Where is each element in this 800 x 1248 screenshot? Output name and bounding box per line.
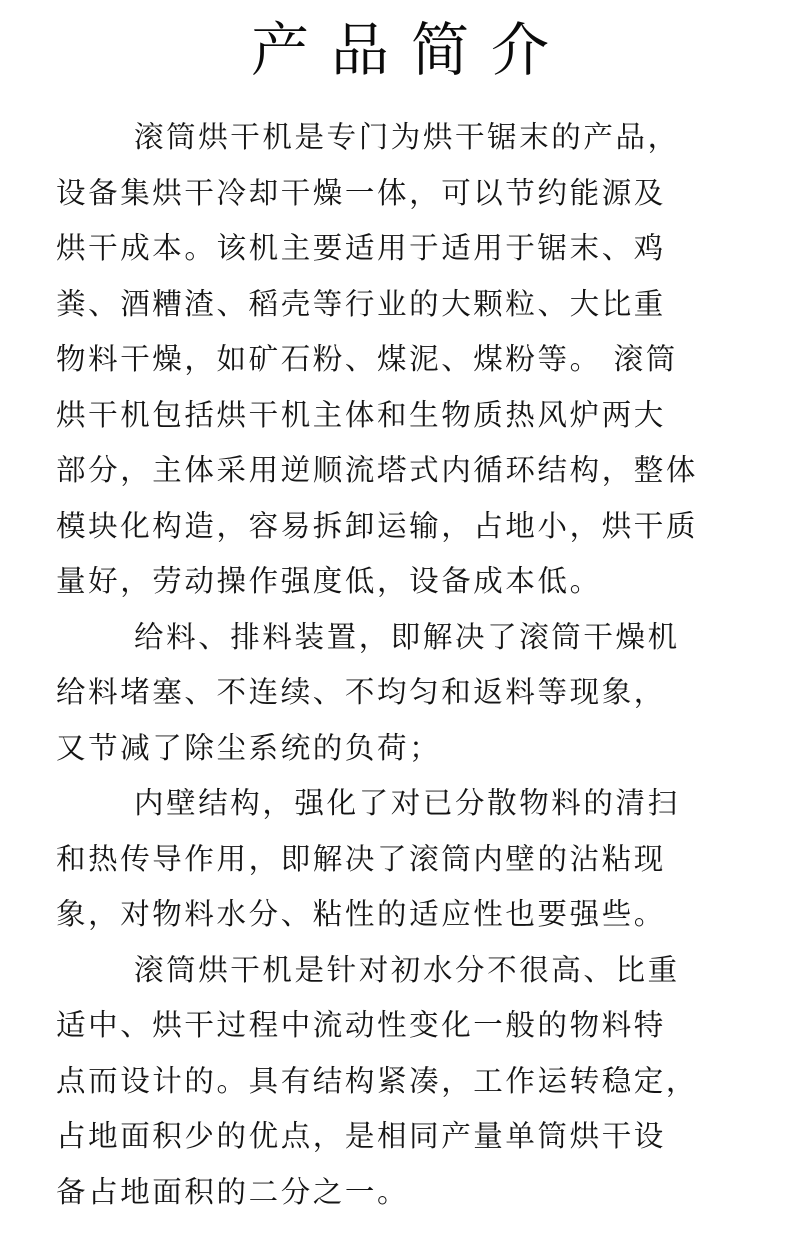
text-line: 模块化构造，容易拆卸运输，占地小，烘干质 — [56, 508, 699, 543]
text-line: 备占地面积的二分之一。 — [56, 1174, 410, 1209]
intro-body — [56, 110, 776, 1220]
text-line: 占地面积少的优点，是相同产量单筒烘干设 — [56, 1119, 666, 1153]
text-line: 物料干燥，如矿石粉、煤泥、煤粉等。 滚筒 — [56, 342, 678, 376]
text-line: 象，对物料水分、粘性的适应性也要强些。 — [56, 897, 666, 931]
text-line: 部分，主体采用逆顺流塔式内循环结构，整体 — [56, 453, 699, 487]
text-line: 滚筒烘干机是针对初水分不很高、比重 — [134, 952, 680, 987]
page-title: 产品简介 — [250, 16, 571, 84]
text-line: 滚筒烘干机是专门为烘干锯末的产品， — [134, 120, 680, 154]
text-line: 烘干机包括烘干机主体和生物质热风炉两大 — [56, 397, 666, 432]
text-line: 给料堵塞、不连续、不均匀和返料等现象， — [56, 675, 666, 709]
text-line: 烘干成本。该机主要适用于适用于锯末、鸡 — [56, 231, 666, 265]
text-line: 又节减了除尘系统的负荷； — [56, 730, 442, 765]
text-line: 适中、烘干过程中流动性变化一般的物料特 — [56, 1008, 666, 1042]
text-line: 给料、排料装置，即解决了滚筒干燥机 — [134, 619, 680, 654]
text-line: 粪、酒糟渣、稻壳等行业的大颗粒、大比重 — [56, 286, 666, 321]
text-line: 设备集烘干冷却干燥一体，可以节约能源及 — [56, 175, 666, 210]
text-line: 量好，劳动操作强度低，设备成本低。 — [56, 564, 602, 598]
text-line: 内壁结构，强化了对已分散物料的清扫 — [134, 786, 680, 820]
text-line: 和热传导作用，即解决了滚筒内壁的沾粘现 — [56, 841, 666, 876]
text-line: 点而设计的。具有结构紧凑，工作运转稳定， — [56, 1063, 699, 1098]
